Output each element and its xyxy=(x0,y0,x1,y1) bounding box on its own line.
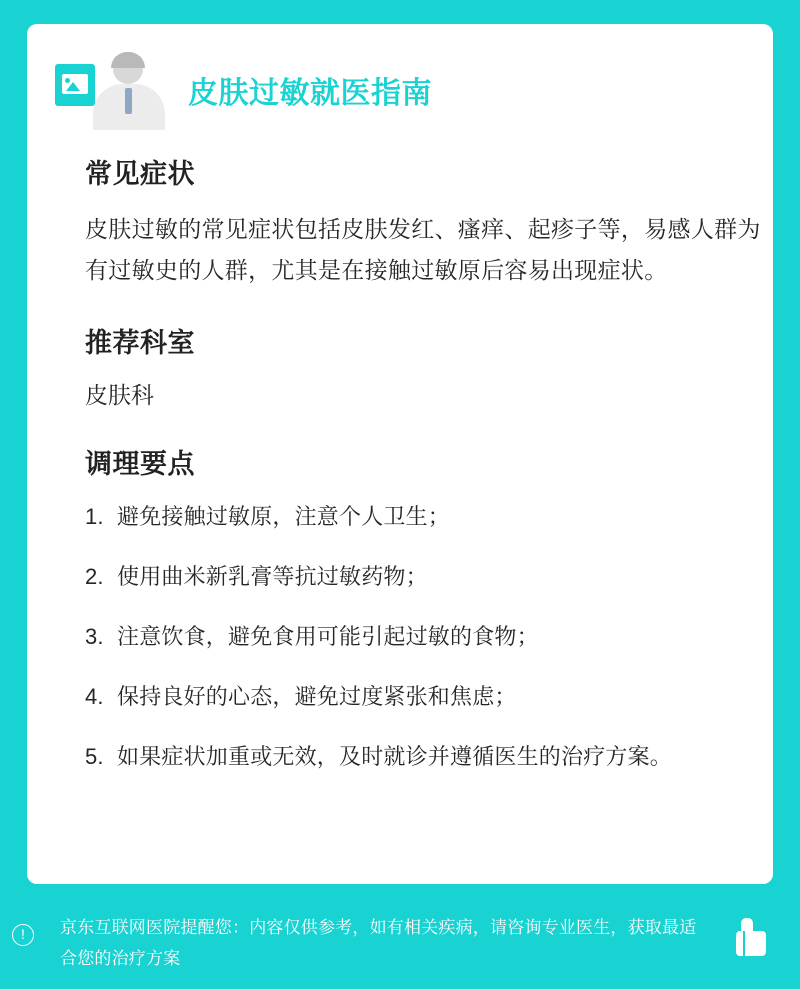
avatar-tie xyxy=(125,88,132,114)
doctor-avatar-icon xyxy=(87,54,177,128)
section-department xyxy=(85,321,761,412)
doc-icon-dot xyxy=(65,78,70,83)
list-item-text: 使用曲米新乳膏等抗过敏药物； xyxy=(117,564,428,589)
disclaimer-text: 京东互联网医院提醒您：内容仅供参考，如有相关疾病，请咨询专业医生，获取最适合您的治疗方案 xyxy=(60,918,697,968)
thumb-up-separator xyxy=(743,931,745,956)
thumb-up-pad xyxy=(736,931,766,956)
guide-card xyxy=(27,24,773,884)
list-item-text: 注意饮食，避免食用可能引起过敏的食物； xyxy=(117,624,539,649)
tips-list xyxy=(85,499,761,775)
avatar-hair xyxy=(111,52,145,68)
guide-content xyxy=(85,152,761,805)
section-symptoms xyxy=(85,152,761,291)
section-heading-tips: 调理要点 xyxy=(85,449,195,479)
list-item xyxy=(85,619,761,655)
list-item-text: 避免接触过敏原，注意个人卫生； xyxy=(117,504,451,529)
list-item-number: 5. xyxy=(85,744,104,769)
list-item xyxy=(85,559,761,595)
page-title: 皮肤过敏就医指南 xyxy=(188,77,432,110)
list-item-number: 4. xyxy=(85,684,104,709)
thumbs-up-icon[interactable] xyxy=(730,918,772,958)
doc-icon-picture xyxy=(62,74,88,94)
section-heading-symptoms: 常见症状 xyxy=(85,159,195,189)
list-item-text: 保持良好的心态，避免过度紧张和焦虑； xyxy=(117,684,517,709)
section-text-symptoms: 皮肤过敏的常见症状包括皮肤发红、瘙痒、起疹子等，易感人群为有过敏史的人群，尤其是在接触过敏原后容易出现症状。 xyxy=(85,216,761,283)
section-text-department: 皮肤科 xyxy=(85,382,154,408)
list-item-number: 2. xyxy=(85,564,104,589)
list-item xyxy=(85,499,761,535)
info-icon: ! xyxy=(12,924,34,946)
list-item-text: 如果症状加重或无效，及时就诊并遵循医生的治疗方案。 xyxy=(117,744,673,769)
section-tips xyxy=(85,442,761,775)
footer-bar xyxy=(0,900,800,989)
list-item xyxy=(85,739,761,775)
list-item xyxy=(85,679,761,715)
section-heading-department: 推荐科室 xyxy=(85,328,195,358)
list-item-number: 1. xyxy=(85,504,104,529)
list-item-number: 3. xyxy=(85,624,104,649)
